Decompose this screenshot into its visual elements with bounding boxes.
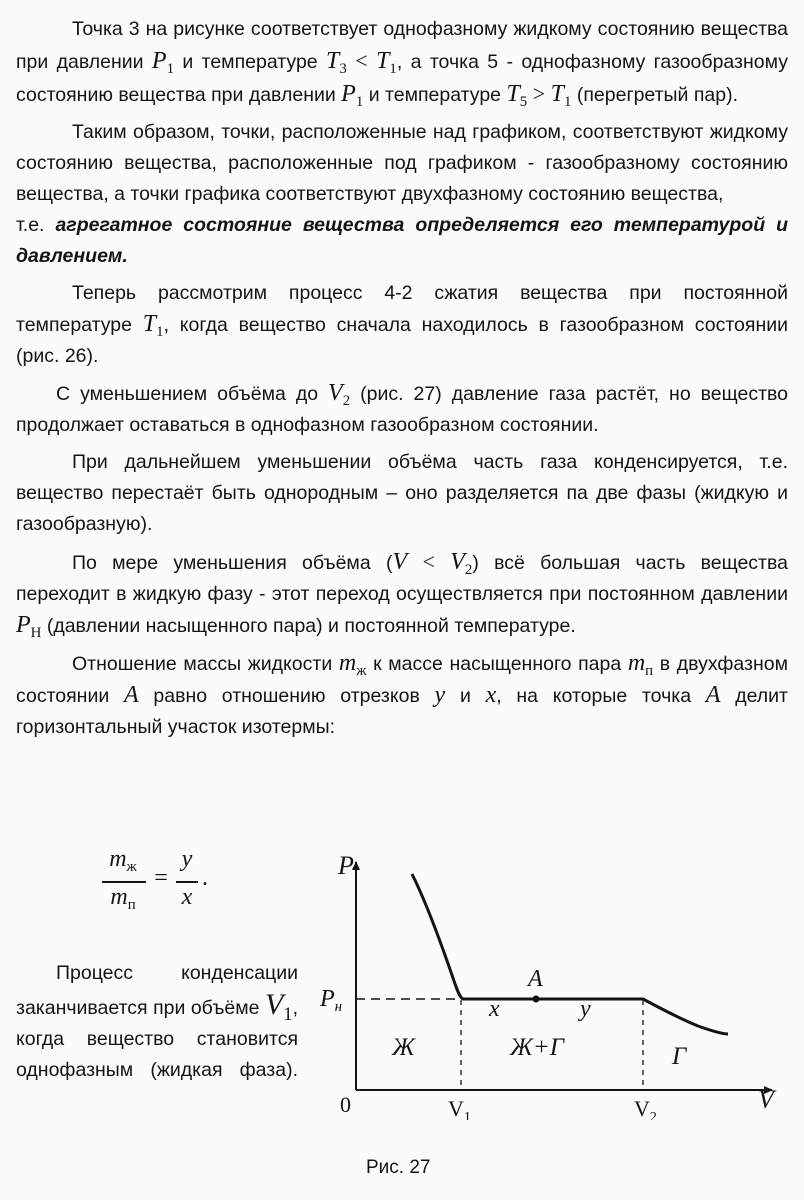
formula-denominator-left: $m_п$ [110,884,136,913]
var-v2: $V_2$ [328,380,351,409]
p3-text-a: Теперь рассмотрим процесс 4-2 сжатия вещества при постоянной температуре [16,282,788,336]
mass-ratio-formula [100,848,240,918]
pn-label: $P_н$ [320,986,343,1015]
p5-text-a: При дальнейшем уменьшении объёма часть газа конденсируется, т.е. вещество перестаёт быть однородным – оно разделяется па две фазы (жидкую и газообразную). [16,451,788,535]
var-mzh: $m_ж$ [338,650,367,679]
p6-text-c: (давлении насыщенного пара) и постоянной температуре. [41,615,576,637]
formula-period: . [202,865,208,891]
v2-label: $V_2$ [634,1096,657,1120]
p7-text-c: в двухфазном состоянии [16,653,788,707]
p8-text-b: , когда вещество становится однофазным (жидкая фаза). [16,997,298,1081]
origin-label: 0 [340,1092,351,1117]
region-two-phase-label: Ж+Г [510,1034,564,1061]
point-a-marker [533,996,540,1003]
paragraph-1 [16,14,788,111]
var-ph: $P_H$ [16,612,42,641]
formula-numerator-left: $m_ж$ [109,846,137,875]
p7-and: и [445,685,486,707]
lt-sign: < [346,48,377,73]
paragraph-4 [16,378,788,441]
paragraph-3 [16,278,788,372]
p6-text-a: По мере уменьшения объёма ( [72,552,393,574]
p2-text-a: Таким образом, точки, расположенные над графиком, соответствуют жидкому состоянию вещества, расположенные под графиком - газообразному состоянию вещества, а точки графика соответствуют двухфазному состоянию вещества, [16,121,788,205]
var-v: V [392,549,408,575]
region-liquid-label: Ж [392,1034,415,1061]
segment-y-label: y [580,996,591,1022]
var-p1: $P_1$ [151,48,175,77]
p1-text-d: и температуре [363,84,507,106]
p4-text-a: С уменьшением объёма до [56,383,329,405]
p2-bold-conclusion: агрегатное состояние вещества определяется его температурой и давлением. [16,214,788,267]
p1-text-c: , а точка 5 - однофазному газообразному состоянию вещества при давлении [16,51,788,106]
lt-sign-2: < [407,549,451,574]
var-mp: $m_п$ [627,650,654,679]
var-t3: $T_3$ [325,48,347,77]
axis-v-label: V [758,1085,774,1114]
paragraph-8 [16,958,298,1086]
p7-text-a: Отношение массы жидкости [72,653,339,675]
text-body [16,14,788,743]
var-v2-b: $V_2$ [450,549,473,578]
point-a-label: A [528,966,543,992]
p1-text-b: и температуре [174,51,326,73]
pv-isotherm-diagram [300,850,790,1120]
p8-text-a: Процесс конденсации заканчивается при объёме [16,962,298,1019]
p3-text-b: , когда вещество сначала находилось в газообразном состоянии (рис. 26). [16,314,789,367]
formula-denominator-right: x [181,884,193,910]
region-gas-label: Г [672,1043,687,1070]
formula-numerator-right: y [181,846,193,872]
var-t1: $T_1$ [376,48,397,77]
var-t1-b: $T_1$ [550,81,572,110]
var-t1-c: $T_1$ [142,311,164,340]
segment-x-label: x [489,996,500,1022]
var-a-2: A [705,682,721,708]
p1-text-a: Точка 3 на рисунке соответствует однофазному жидкому состоянию вещества при давлении [16,18,788,73]
v1-label: $V_1$ [448,1096,471,1120]
var-p1-b: $P_1$ [341,81,364,110]
p6-text-b: ) всё большая часть вещества переходит в жидкую фазу - этот переход осуществляется при постоянном давлении [16,552,788,605]
paragraph-5 [16,447,788,540]
p7-text-f: делит горизонтальный участок изотермы: [16,685,788,738]
var-x: x [485,682,497,708]
axis-p-label: P [338,851,354,880]
gt-sign: > [527,81,551,106]
figure-caption: Рис. 27 [366,1157,431,1178]
isotherm-curve [412,874,728,1034]
p7-text-b: к массе насыщенного пара [366,653,628,675]
var-a: A [123,682,139,708]
formula-equals: = [154,865,168,891]
paragraph-7 [16,648,788,743]
paragraph-2 [16,117,788,210]
var-y: y [434,682,446,708]
p1-text-e: (перегретый пар). [571,84,739,106]
var-v1: $V_1$ [264,988,293,1025]
paragraph-2-conclusion [16,210,788,272]
p4-text-b: (рис. 27) давление газа растёт, но вещество продолжает оставаться в однофазном газообразном состоянии. [16,383,788,436]
p2-text-b: т.е. [16,214,56,236]
var-t5: $T_5$ [506,81,528,110]
paragraph-6 [16,546,788,642]
p7-text-e: , на которые точка [496,685,706,707]
p7-text-d: равно отношению отрезков [138,685,435,707]
